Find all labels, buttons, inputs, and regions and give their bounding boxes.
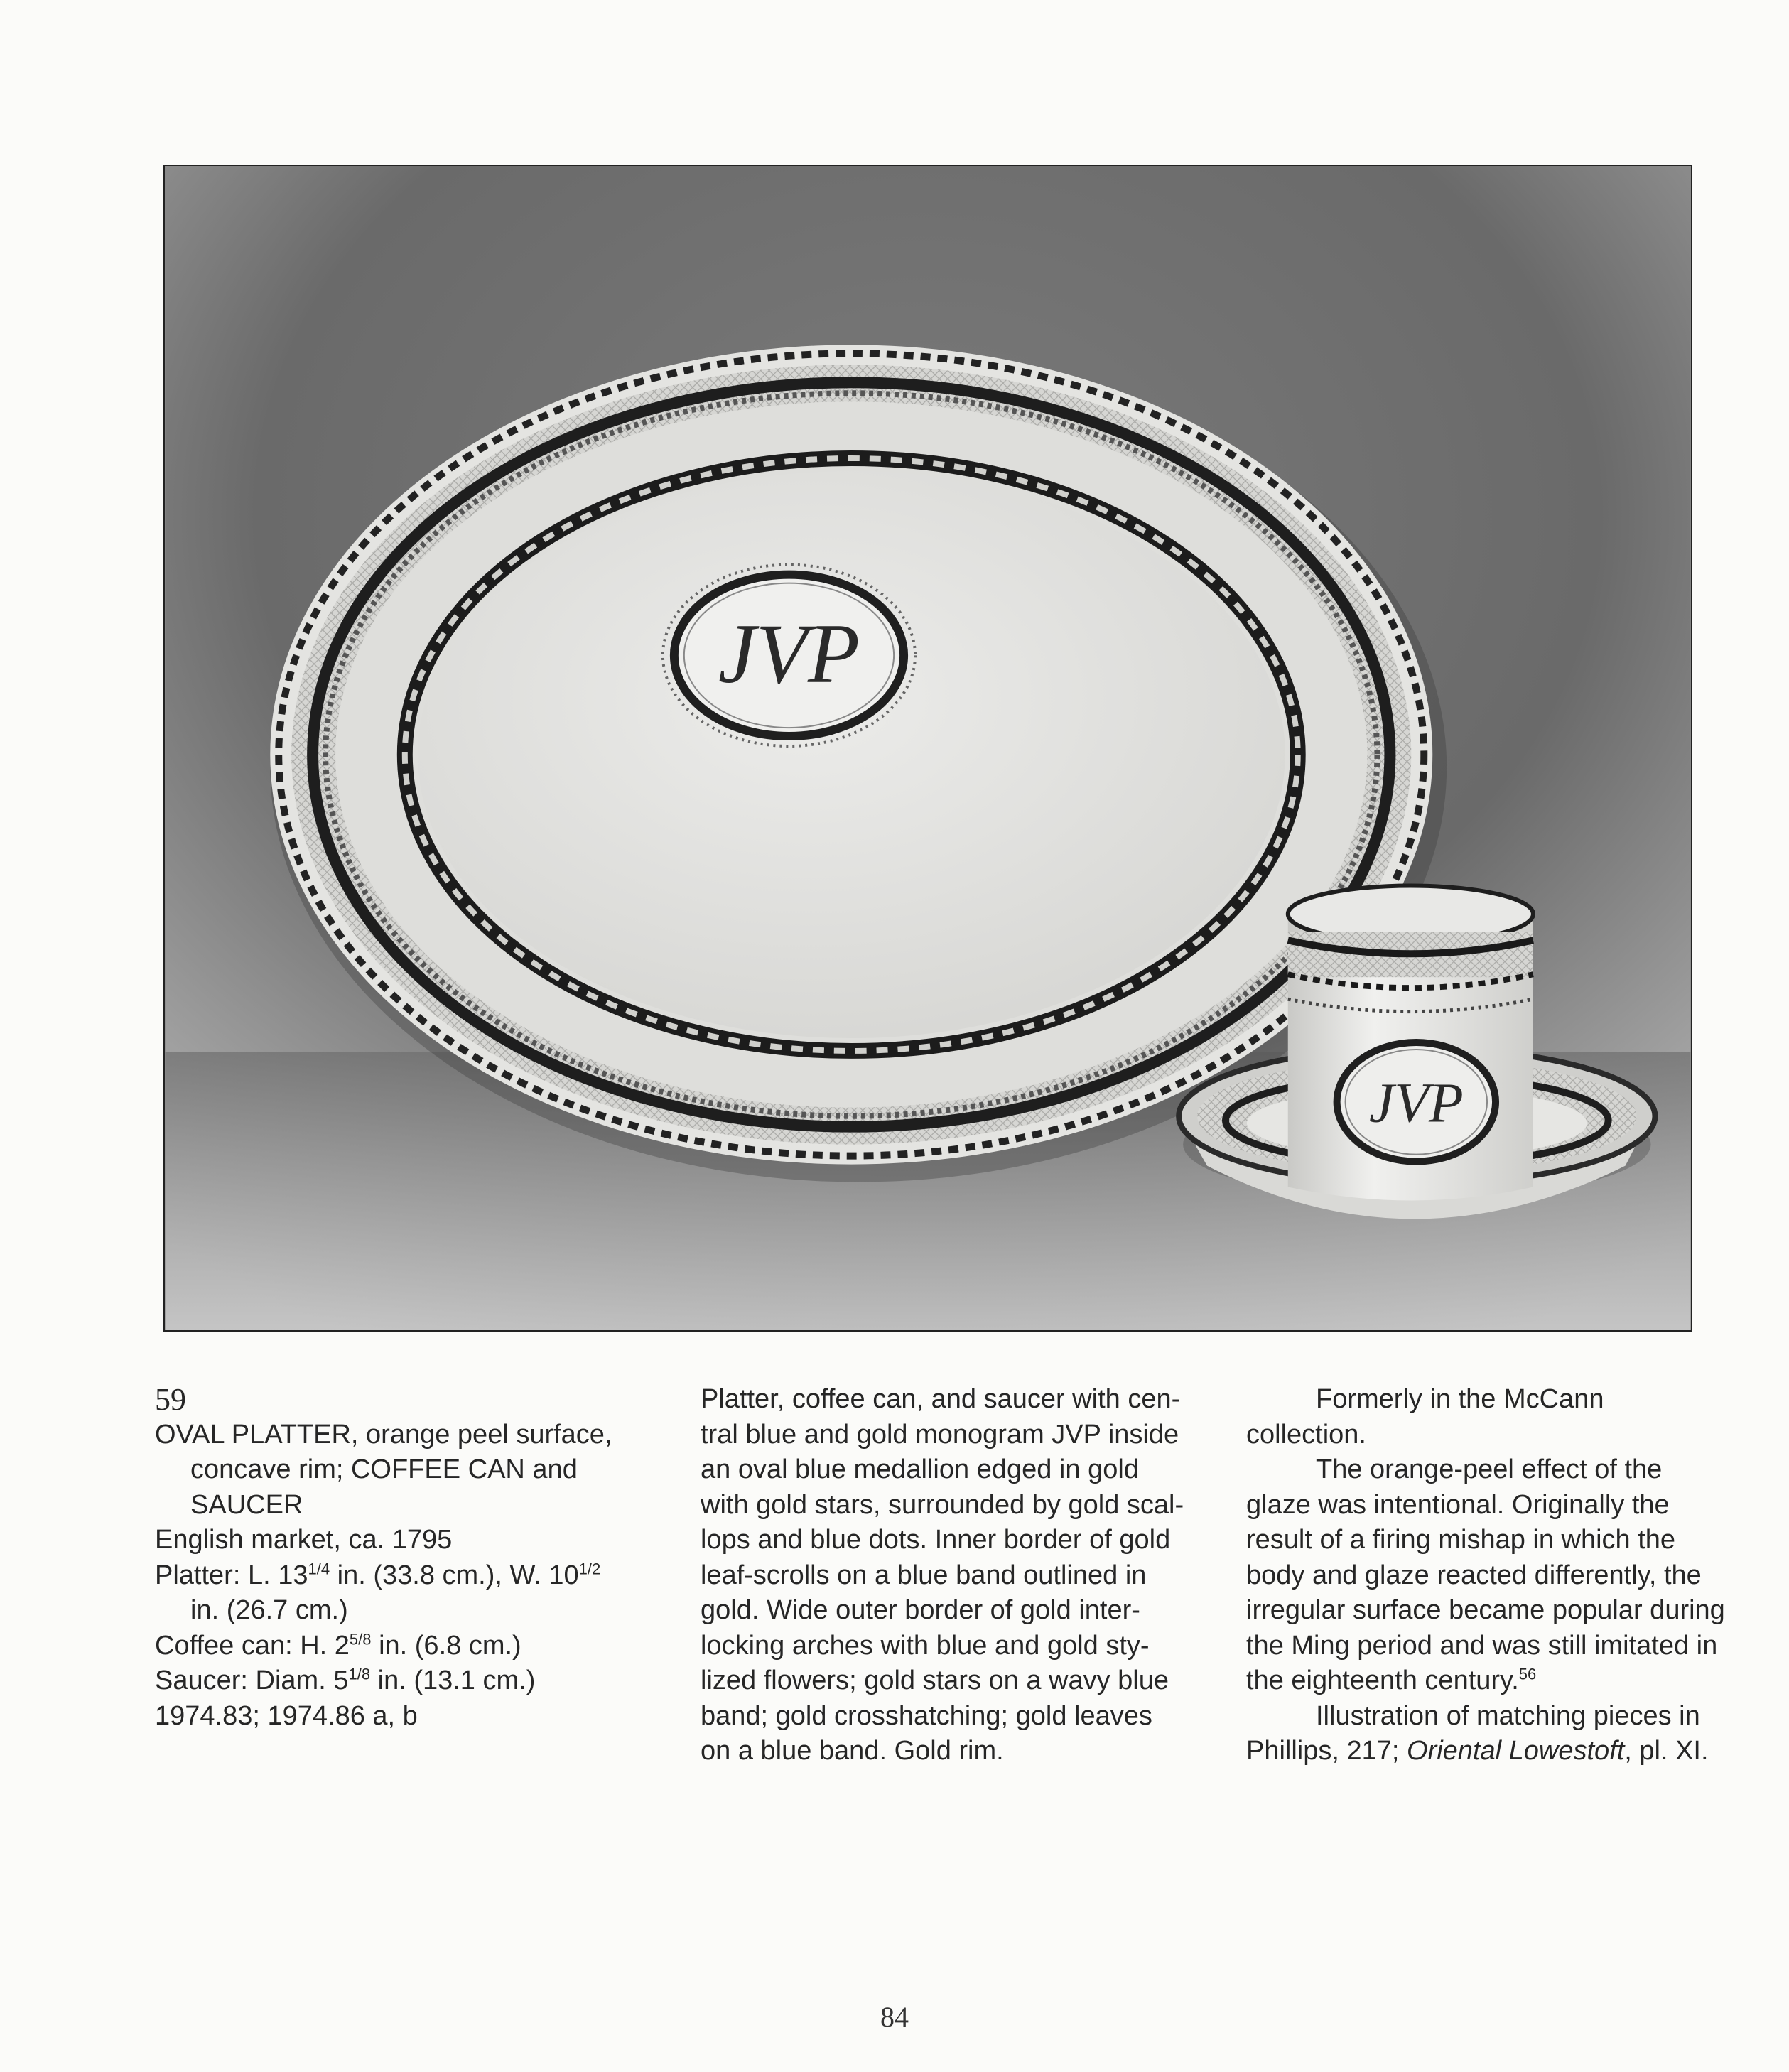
- can-monogram: JVP: [1368, 1072, 1464, 1135]
- provenance-line-1: Formerly in the McCann: [1316, 1384, 1604, 1414]
- glaze-line: glaze was intentional. Originally the: [1246, 1489, 1670, 1520]
- glaze-line: body and glaze reacted differently, the: [1246, 1560, 1702, 1590]
- description-line: locking arches with blue and gold sty-: [701, 1630, 1150, 1661]
- book-title: Oriental Lowestoft: [1407, 1736, 1625, 1766]
- platter-dimensions: Platter: L. $13^{1/4}$ in. (33.8 cm.), W. $10^{1/2}$ in. (26.7 cm.): [155, 1559, 601, 1625]
- description-line: with gold stars, surrounded by gold scal-: [701, 1489, 1184, 1520]
- can-medallion: [1337, 1042, 1496, 1162]
- illustration-line-1: Illustration of matching pieces in: [1316, 1700, 1700, 1731]
- origin: English market, ca. 1795: [155, 1525, 453, 1555]
- description-line: on a blue band. Gold rim.: [701, 1736, 1004, 1766]
- catalog-number: 59: [155, 1382, 186, 1417]
- accession-numbers: 1974.83; 1974.86 a, b: [155, 1700, 418, 1731]
- glaze-line: The orange-peel effect of the: [1316, 1455, 1663, 1484]
- description: [701, 1382, 1198, 1769]
- glaze-line-last: the eighteenth century.$^{56}$: [1246, 1665, 1537, 1695]
- title-line-2: concave rim; COFFEE CAN and: [190, 1455, 578, 1484]
- footnote-marker: 56: [1518, 1665, 1537, 1683]
- title-line-1: OVAL PLATTER, orange peel surface,: [155, 1419, 612, 1450]
- coffee-can-dimensions: Coffee can: H. $2^{5/8}$ in. (6.8 cm.): [155, 1629, 521, 1661]
- platter-monogram: JVP: [718, 606, 860, 701]
- saucer-dimensions: Saucer: Diam. $5^{1/8}$ in. (13.1 cm.): [155, 1665, 536, 1695]
- photograph-platter-and-coffee-can: [163, 165, 1692, 1332]
- description-line: Platter, coffee can, and saucer with cen-: [701, 1384, 1181, 1414]
- glaze-line: the Ming period and was still imitated in: [1246, 1630, 1718, 1661]
- glaze-line: result of a firing mishap in which the: [1246, 1525, 1676, 1555]
- description-line: lops and blue dots. Inner border of gold: [701, 1525, 1171, 1555]
- description-line: lized flowers; gold stars on a wavy blue: [701, 1666, 1169, 1695]
- catalog-caption: [155, 1382, 652, 1734]
- coffee-can: [1288, 886, 1533, 1201]
- illustration-line-2: Phillips, 217; Oriental Lowestoft, pl. XI.: [1246, 1736, 1709, 1766]
- description-line: tral blue and gold monogram JVP inside: [701, 1419, 1179, 1450]
- object-title: [155, 1418, 652, 1523]
- photo-svg: [165, 166, 1691, 1330]
- description-line: leaf-scrolls on a blue band outlined in: [701, 1560, 1147, 1590]
- description-line: gold. Wide outer border of gold inter-: [701, 1595, 1140, 1625]
- title-line-3: SAUCER: [190, 1489, 303, 1520]
- description-line: band; gold crosshatching; gold leaves: [701, 1700, 1152, 1731]
- description-line: an oval blue medallion edged in gold: [701, 1455, 1139, 1484]
- notes: [1246, 1382, 1736, 1769]
- provenance-line-2: collection.: [1246, 1419, 1366, 1450]
- glaze-line: irregular surface became popular during: [1246, 1595, 1725, 1625]
- page-number: 84: [880, 2001, 909, 2033]
